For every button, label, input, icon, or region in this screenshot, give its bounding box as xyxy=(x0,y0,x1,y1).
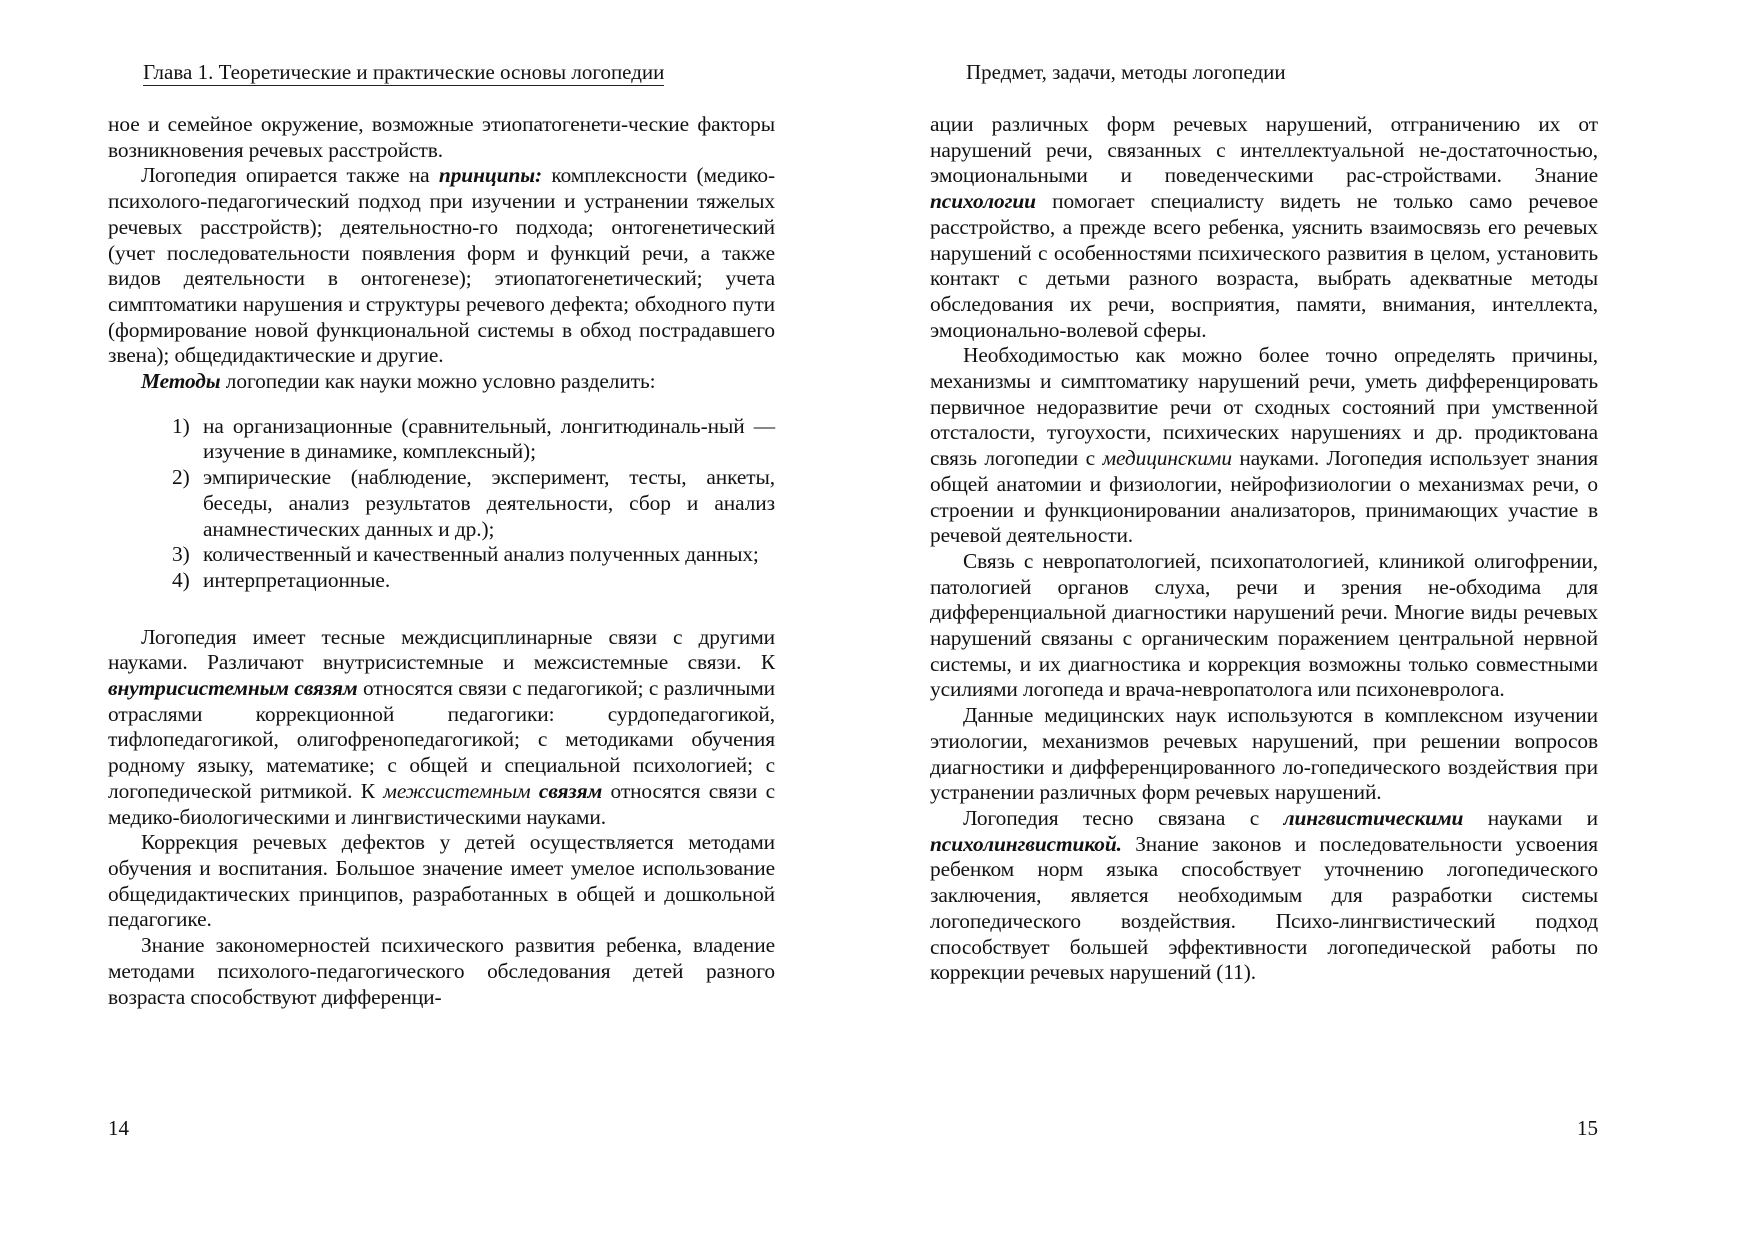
paragraph-interdisciplinary: Логопедия имеет тесные междисциплинарные связи с другими науками. Различают внутрисистемные и межсистемные связи. К внутрисистемным связям относятся связи с педагогикой; с различными отраслями коррекционной педагогики: сурдопедагогикой, тифлопедагогикой, олигофренопедагогикой; с методиками обучения родному языку, математике; с общей и специальной психологией; с логопедической ритмикой. К межсистемным связям относятся связи с медико-биологическими и лингвистическими науками. xyxy=(108,624,775,829)
methods-list xyxy=(108,414,775,594)
running-head-right: Предмет, задачи, методы логопедии xyxy=(966,60,1286,84)
term-links: связям xyxy=(538,778,603,803)
list-item: 3) количественный и качественный анализ полученных данных; xyxy=(172,542,759,567)
paragraph-neuropathology: Связь с невропатологией, психопатологией, клиникой олигофрении, патологией органов слуха, речи и зрения не-обходима для дифференциальной диагностики нарушений речи. Многие виды речевых нарушений связаны с органическим поражением центральной нервной системы, и их диагностика и коррекция возможны только совместными усилиями логопеда и врача-невропатолога или психоневролога. xyxy=(930,548,1598,702)
paragraph-psychology: ации различных форм речевых нарушений, отграничению их от нарушений речи, связанных с интеллектуальной не-достаточностью, эмоциональными и поведенческими рас-стройствами. Знание психологии помогает специалисту видеть не только само речевое расстройство, а прежде всего ребенка, уяснить взаимосвязь его речевых нарушений с особенностями психического развития в целом, установить контакт с детьми разного возраста, выбрать адекватные методы обследования их речи, восприятия, памяти, внимания, интеллекта, эмоционально-волевой сферы. xyxy=(930,112,1598,342)
list-item: 1) на организационные (сравнительный, лонгитюдиналь-ный — изучение в динамике, комплексный); xyxy=(172,413,775,464)
running-head-left: Глава 1. Теоретические и практические основы логопедии xyxy=(143,60,665,84)
list-item: 4) интерпретационные. xyxy=(172,567,391,592)
term-medical: медицинскими xyxy=(1102,446,1232,471)
left-page xyxy=(0,0,876,1241)
paragraph-medicine: Необходимостью как можно более точно определять причины, механизмы и симптоматику нарушений речи, уметь дифференцировать первичное недоразвитие речи от сходных состояний при умственной отсталости, тугоухости, психических нарушениях и др. продиктована связь логопедии с медицинскими науками. Логопедия использует знания общей анатомии и физиологии, нейрофизиологии о механизмах речи, о строении и функционировании анализаторов, принимающих участие в речевой деятельности. xyxy=(930,343,1598,548)
term-methods: Методы xyxy=(141,369,221,394)
term-psychology: психологии xyxy=(930,189,1036,214)
paragraph-principles: Логопедия опирается также на принципы: комплексности (медико-психолого-педагогический подход при изучении и устранении тяжелых речевых расстройств); деятельностно-го подхода; онтогенетический (учет последовательности появления форм и функций речи, а также видов деятельности в онтогенезе); этиопатогенетический; учета симптоматики нарушения и структуры речевого дефекта; обходного пути (формирование новой функциональной системы в обход пострадавшего звена); общедидактические и другие. xyxy=(108,163,775,368)
term-psycholinguistics: психолингвистикой. xyxy=(930,831,1122,856)
paragraph-methods: Методы логопедии как науки можно условно разделить: xyxy=(141,369,656,394)
paragraph-linguistics: Логопедия тесно связана с лингвистическими науками и психолингвистикой. Знание законов и последовательности усвоения ребенком норм языка способствует уточнению логопедического заключения, является необходимым для разработки системы логопедического воздействия. Психо-лингвистический подход способствует большей эффективности логопедической работы по коррекции речевых нарушений (11). xyxy=(930,805,1598,985)
term-intersystem: межсистемным xyxy=(383,778,531,803)
paragraph-medical-data: Данные медицинских наук используются в комплексном изучении этиологии, механизмов речевых нарушений, при решении вопросов диагностики и дифференцированного ло-гопедического воздействия при устранении различных форм речевых нарушений. xyxy=(930,703,1598,805)
term-linguistic: лингвистическими xyxy=(1283,805,1464,830)
right-page-body xyxy=(930,112,1598,986)
paragraph-continuation: ное и семейное окружение, возможные этиопатогенети-ческие факторы возникновения речевых расстройств. xyxy=(108,112,775,162)
page-number-right: 15 xyxy=(1577,1116,1598,1140)
page-number-left: 14 xyxy=(108,1116,129,1140)
list-item: 2) эмпирические (наблюдение, эксперимент, тесты, анкеты, беседы, анализ результатов деятельности, сбор и анализ анамнестических данных и др.); xyxy=(172,465,775,541)
paragraph-knowledge: Знание закономерностей психического развития ребенка, владение методами психолого-педагогического обследования детей разного возраста способствуют дифференци- xyxy=(108,933,775,1009)
paragraph-correction: Коррекция речевых дефектов у детей осуществляется методами обучения и воспитания. Большое значение имеет умелое использование общедидактических принципов, разработанных в общей и дошкольной педагогике. xyxy=(108,830,775,932)
right-page xyxy=(877,0,1753,1241)
term-principles: принципы: xyxy=(438,163,543,188)
term-intrasystem-links: внутрисистемным связям xyxy=(108,676,358,701)
left-page-body xyxy=(108,112,775,1010)
